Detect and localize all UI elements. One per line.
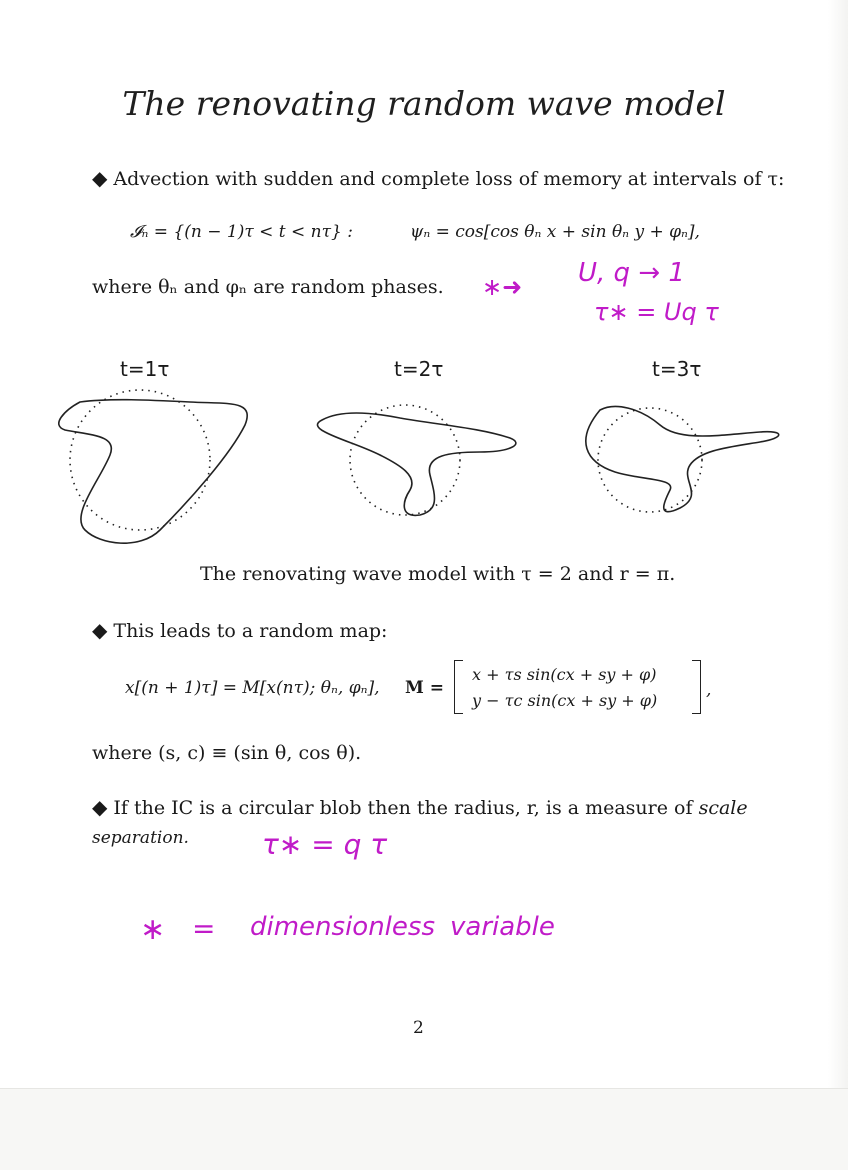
handwritten-note-tau-star: τ∗ = Uq τ [594, 298, 719, 326]
section2-heading-text: This leads to a random map: [113, 620, 388, 642]
map-matrix [448, 660, 713, 718]
renovating-wave-figure [40, 380, 820, 560]
deformed-blob-1 [59, 400, 247, 544]
where-sc-line: where (s, c) ≡ (sin θ, cos θ). [92, 742, 362, 764]
handwritten-note-tau-q: τ∗ = q τ [262, 828, 388, 861]
matrix-right-bracket [692, 660, 701, 714]
matrix-row-2: y − τc sin(cx + sy + φ) [472, 691, 658, 710]
figure-label-1: t=1τ [120, 357, 170, 381]
section3-heading-italic: scale [698, 797, 748, 819]
diamond-bullet-icon: ◆ [92, 795, 108, 819]
section3-line2: separation. [92, 828, 189, 848]
matrix-left-bracket [454, 660, 463, 714]
handwritten-variable: variable [450, 912, 555, 942]
section3-heading-text: If the IC is a circular blob then the radius, r, is a measure of [113, 797, 693, 819]
figure-caption: The renovating wave model with τ = 2 and r = π. [200, 563, 676, 585]
where-phases-line: where θₙ and φₙ are random phases. [92, 276, 444, 298]
random-map-equation: x[(n + 1)τ] = M[x(nτ); θₙ, φₙ], [125, 678, 380, 698]
initial-circle-3 [598, 408, 702, 512]
scan-bottom-margin [0, 1088, 848, 1170]
handwritten-note-limit: U, q → 1 [578, 258, 685, 288]
matrix-m-label: M = [405, 678, 444, 698]
handwritten-star: ∗ [140, 912, 166, 947]
psi-equation: ψₙ = cos[cos θₙ x + sin θₙ y + φₙ], [410, 222, 700, 242]
handwritten-star-arrow: ∗➜ [482, 273, 523, 301]
matrix-trailing-comma: , [706, 680, 712, 700]
page-title: The renovating random wave model [122, 84, 726, 123]
section1-heading-text: Advection with sudden and complete loss of memory at intervals of τ: [113, 168, 785, 190]
interval-equation: 𝓘ₙ = {(n − 1)τ < t < nτ} : [130, 222, 353, 242]
initial-circle-1 [70, 390, 210, 530]
diamond-bullet-icon: ◆ [92, 166, 108, 190]
deformed-blob-3 [586, 406, 779, 511]
deformed-blob-2 [317, 413, 515, 515]
handwritten-equals: = [192, 912, 216, 945]
page-number: 2 [413, 1018, 424, 1038]
diamond-bullet-icon: ◆ [92, 618, 108, 642]
handwritten-dimensionless: dimensionless [250, 912, 435, 942]
section3-heading [92, 795, 748, 819]
matrix-row-1: x + τs sin(cx + sy + φ) [472, 665, 657, 684]
figure-label-2: t=2τ [394, 357, 444, 381]
figure-label-3: t=3τ [652, 357, 702, 381]
section2-heading [92, 618, 387, 642]
section1-heading [92, 166, 784, 190]
scan-shadow [828, 0, 848, 1088]
